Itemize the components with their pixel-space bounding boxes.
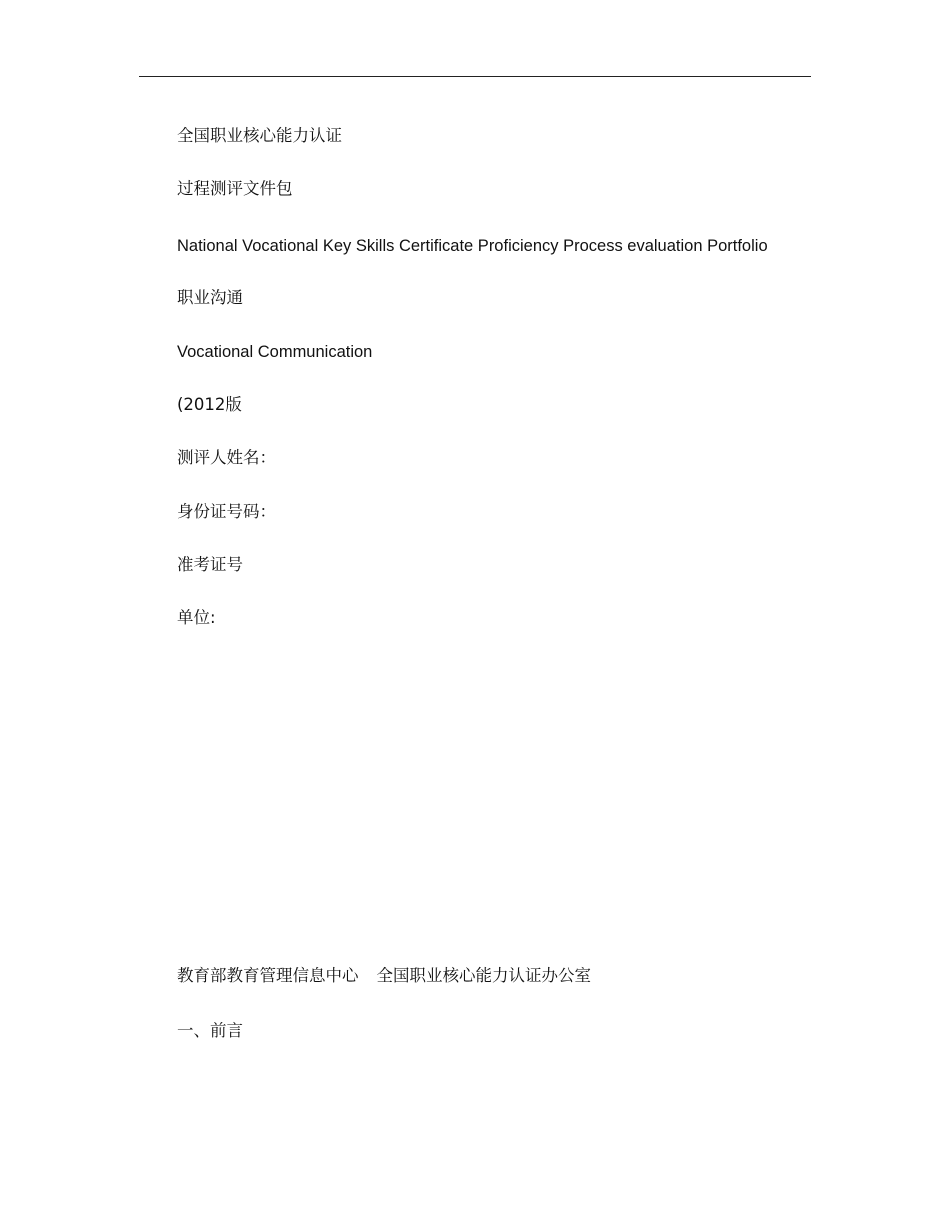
unit-field-label: 单位:	[177, 608, 216, 627]
module-title-en: Vocational Communication	[177, 343, 373, 361]
module-title-cn: 职业沟通	[177, 288, 243, 307]
id-number-field-label: 身份证号码：	[177, 502, 276, 521]
issuer-org-2: 全国职业核心能力认证办公室	[376, 966, 591, 985]
header-rule	[139, 76, 811, 77]
section-heading: 一、前言	[177, 1021, 243, 1040]
issuer-line	[177, 965, 591, 987]
portfolio-subtitle: 过程测评文件包	[177, 179, 293, 198]
english-title: National Vocational Key Skills Certificate Proficiency Process evaluation Portfolio	[177, 237, 768, 255]
name-field-label: 测评人姓名：	[177, 448, 276, 467]
issuer-org-1: 教育部教育管理信息中心	[177, 966, 359, 985]
certification-title: 全国职业核心能力认证	[177, 126, 342, 145]
exam-number-field-label: 准考证号	[177, 555, 243, 574]
edition-label: (2012版	[177, 395, 242, 414]
